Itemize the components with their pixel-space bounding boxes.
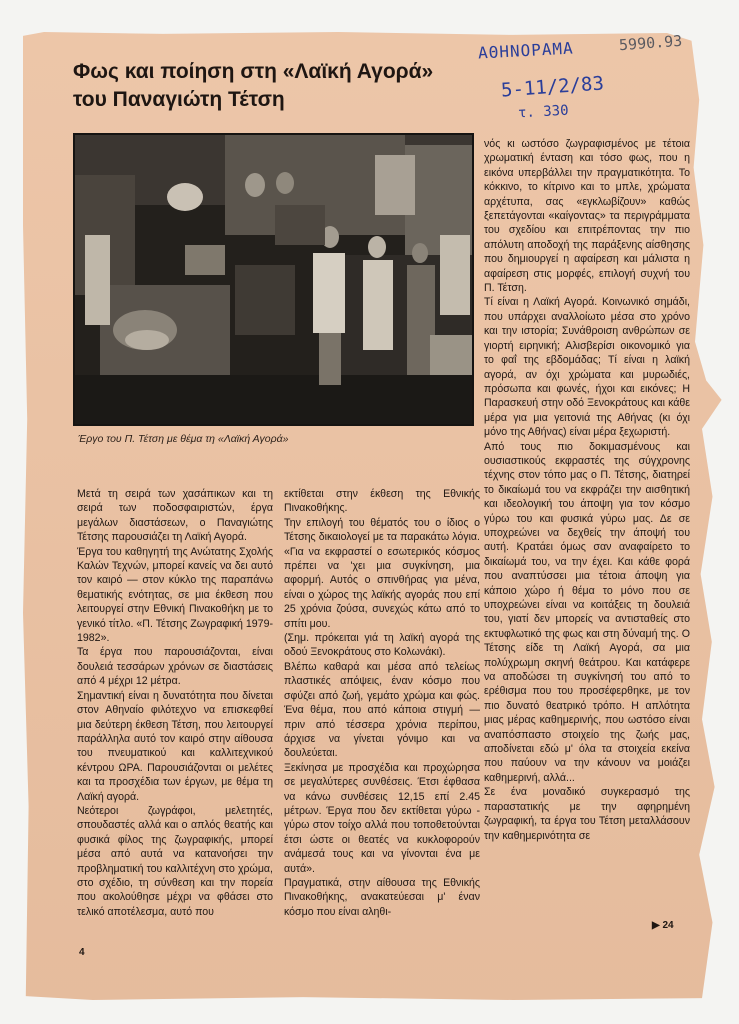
paragraph: Την επιλογή του θέματός του ο ίδιος ο Τέτσης δικαιολογεί με τα παρακάτω λόγια. «Για να εκφραστεί ο εσωτερικός κόσμος πρέπει να 'χει μια συγκίνηση, μια αφορμή. Αυτός ο σπινθήρας για μένα, είναι ο χώρος της λαϊκής αγοράς που επί 25 χρόνια ζούσα, συνεχώς κάτω από το σπίτι μου. — [284, 516, 480, 630]
continued-page: 24 — [662, 920, 674, 931]
article-column-3 — [484, 137, 690, 843]
headline-line-2: του Παναγιώτη Τέτση — [73, 88, 285, 111]
article-column-2 — [284, 487, 480, 919]
article-headline — [73, 58, 433, 114]
paragraph: Πραγματικά, στην αίθουσα της Εθνικής Πινακοθήκης, ανακατεύεσαι μ' έναν κόσμο που είναι αληθι- — [284, 876, 480, 918]
handwritten-newspaper-name: ΑΘΗΝΟΡΑΜΑ — [477, 38, 575, 63]
headline-line-1: Φως και ποίηση στη «Λαϊκή Αγορά» — [73, 60, 434, 83]
handwritten-archive-number: 5990.93 — [618, 31, 683, 55]
paragraph: Τα έργα που παρουσιάζονται, είναι δουλειά τεσσάρων χρόνων σε διαστάσεις από 4 μέχρι 12 μέτρα. — [77, 646, 273, 688]
handwritten-page-ref: τ. 330 — [517, 102, 569, 122]
paragraph: Σε ένα μοναδικό συγκερασμό της παραστατικής με την αφηρημένη ζωγραφική, τα έργα του Τέτση μεταλλάσουν την καθημερινότητα σε — [484, 786, 690, 842]
photo-caption: Έργο του Π. Τέτση με θέμα τη «Λαϊκή Αγορά» — [78, 433, 289, 445]
continued-arrow-icon: ▶ — [652, 920, 660, 931]
paragraph: Νεότεροι ζωγράφοι, μελετητές, σπουδαστές αλλά και ο απλός θεατής και φυσικά φίλος της ζωγραφικής, μπορεί μέσα από αυτά να κατανοήσει την προβληματική του καλλιτέχνη στο χρώμα, στο σχέδιο, τη σύνθεση και την πορεία που ακολούθησε μέχρι να φθάσει στο τελικό αποτέλεσμα, αυτό που — [77, 804, 273, 918]
painting-image — [75, 135, 472, 424]
painting-photo — [73, 133, 474, 426]
paragraph: νός κι ωστόσο ζωγραφισμένος με τέτοια χρωματική ένταση και τόσο φως, που η εικόνα υπερβάλλει την πραγματικότητα. Το κόκκινο, το κίτρινο και το μπλε, χρώματα αρχέτυπα, σας «εγκλωβίζουν» καθώς ξεπετάγονται «καίγοντας» τα περιγράμματα του σχεδίου και επιτρέποντας την πιο απόλυτη αποδοχή της παράξενης αίσθησης που δημιουργεί η αφαίρεση και μάλιστα η αφαίρεση στις μορφές, επιλογή συχνή του Π. Τέτση. — [484, 138, 690, 295]
paragraph: Σημαντική είναι η δυνατότητα που δίνεται στον Αθηναίο φιλότεχνο να επισκεφθεί μια δεύτερη έκθεση Τέτση, που λειτουργεί παράλληλα αυτό τον καιρό στην αίθουσα του πνευματικού και καλλιτεχνικού κέντρου ΩΡΑ. Παρουσιάζονται οι μελέτες και τα προσχέδια των έργων, με θέμα τη Λαϊκή αγορά. — [77, 689, 273, 803]
handwritten-date: 5-11/2/83 — [500, 72, 605, 102]
paragraph: (Σημ. πρόκειται γιά τη λαϊκή αγορά της οδού Ξενοκράτους στο Κολωνάκι). — [284, 632, 480, 659]
page-number: 4 — [79, 947, 85, 958]
paragraph: Έργα του καθηγητή της Ανώτατης Σχολής Καλών Τεχνών, μπορεί κανείς να δει αυτό τον καιρό — στον κύκλο της παραπάνω θεματικής ενότητας, σε μια έκθεση που λειτουργεί στην Εθνική Πινακοθήκη με το γενικό τίτλο. «Π. Τέτσης Ζωγραφική 1979-1982». — [77, 545, 273, 645]
paragraph: Μετά τη σειρά των χασάπικων και τη σειρά των ποδοσφαιριστών, έργα μεγάλων διαστάσεων, ο Παναγιώτης Τέτσης παρουσιάζει τη Λαϊκή Αγορά. — [77, 488, 273, 544]
paragraph: Βλέπω καθαρά και μέσα από τελείως πλαστικές απόψεις, έναν κόσμο που σφύζει από ζωή, γεμάτο χρώμα και φώς. Ένα θέμα, που από κάποια στιγμή — πριν από τέσσερα χρόνια περίπου, άρχισε να γίνεται γόνιμο και να δουλεύεται. — [284, 660, 480, 760]
paragraph: Ξεκίνησα με προσχέδια και προχώρησα σε μεγαλύτερες συνθέσεις. Έτσι έφθασα να κάνω συνθέσεις 12,15 επί 2.45 μέτρων. Έργα που δεν εκτίθεται γύρω - γύρω στον τοίχο αλλά που τοποθετούνται έτσι ώστε οι θεατές να κυκλοφορούν ανάμεσά τους και να γίνονται ένα με αυτά». — [284, 761, 480, 875]
continued-marker — [652, 920, 674, 931]
article-column-1 — [77, 487, 273, 919]
paragraph: εκτίθεται στην έκθεση της Εθνικής Πινακοθήκης. — [284, 488, 480, 515]
paragraph: Τί είναι η Λαϊκή Αγορά. Κοινωνικό σημάδι, που υπάρχει αναλλοίωτο μέσα στο χρόνο και την ιστορία; Συνάθροιση ανθρώπων σε γιορτή ειρηνική; Αλισβερίσι οικονομικό για το φαΐ της εβδομάδας; Τί είναι η λαϊκή αγορά, αν όχι χρώματα και μυρωδιές, πρόσωπα και φωνές, ήχοι και εικόνες; Η Παρασκευή στην οδό Ξενοκράτους και κάθε μέρα για μια γειτονιά της Αθήνας (κι όχι μόνο της Αθήνας) είναι μέρα ξεχωριστή. — [484, 296, 690, 439]
paragraph: Από τους πιο δοκιμασμένους και ουσιαστικούς εκφραστές της σύγχρονης τέχνης στον τόπο μας ο Π. Τέτσης, διατηρεί το δικαίωμά του να εκφράζει την αισθητική και ιδεολογική του άποψη για τον κόσμο γύρω του και φυσικά γύρω μας. Δε σε υποχρεώνει να δεχθείς την άποψή του αυτή. Κρατάει όμως σαν αναφαίρετο το δικαίωμά του, να την έχει. Και κάθε φορά που αναπτύσσει μια τέτοια άποψη για κάποιο χώρο ή θέμα το μόνο που σε υποχρεώνει είναι να κοιτάξεις τη δουλειά του, γιατί δεν μπορείς να αντισταθείς στο εκτυφλωτικό της φως και στη δύναμή της. Ο Τέτσης είδε τη Λαϊκή Αγορά, σα μια πολύχρωμη σκηνή θεάτρου. Και κατάφερε να αποδώσει τη συγκίνησή του από το ερέθισμα που του προσέφερθηκε, με τον πιο δυνατό θεατρικό τρόπο. Η απλότητα μιας μέρας καθημερινής, που ωστόσο είναι αναπόσπαστο στοιχείο της ζωής μας, αποδίνεται εδώ μ' όλα τα στοιχεία εκείνα που παύουν να την κάνουν να μοιάζει καθημερινή, αλλά... — [484, 440, 690, 784]
